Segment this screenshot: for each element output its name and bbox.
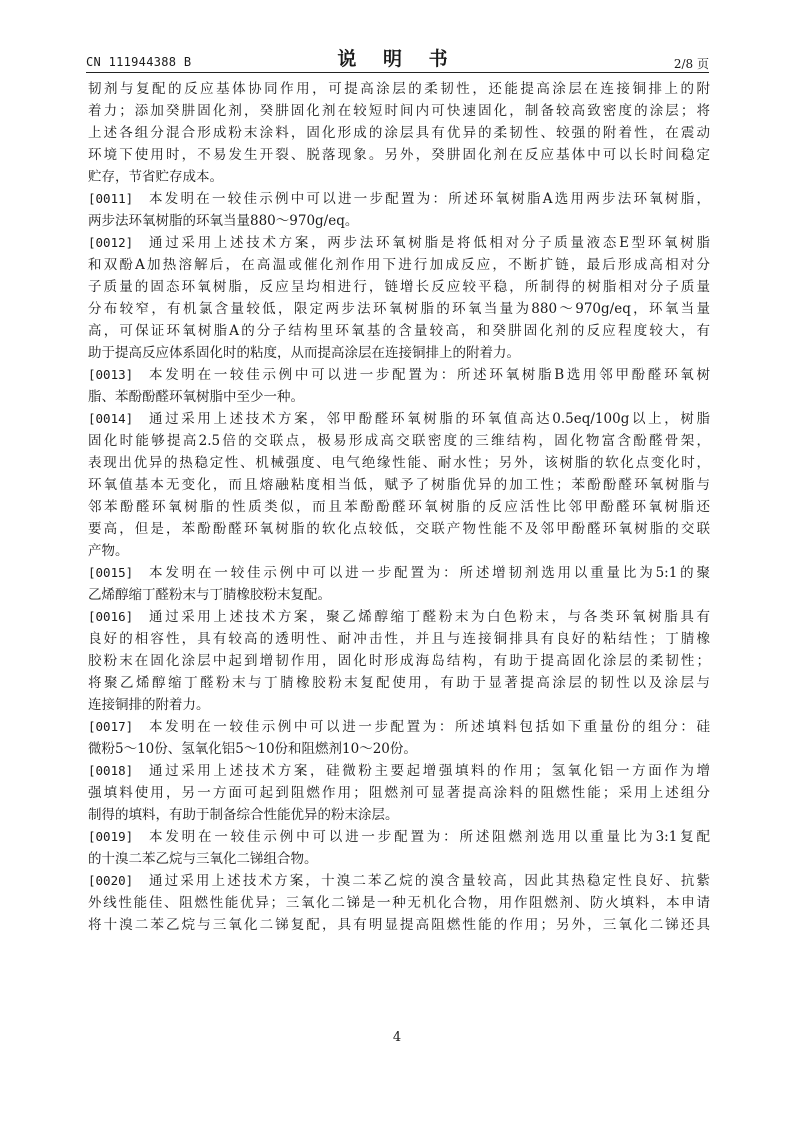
page-header	[86, 42, 709, 72]
text-line: 高，可保证环氧树脂A的分子结构里环氧基的含量较高，和癸肼固化剂的反应程度较大，有	[88, 323, 710, 339]
page-number: 4	[392, 1030, 402, 1045]
text-line: 邻苯酚醛环氧树脂的性质类似，而且苯酚酚醛环氧树脂的反应活性比邻甲酚醛环氧树脂还	[88, 499, 710, 515]
text-line: 子质量的固态环氧树脂，反应呈均相进行，链增长反应较平稳，所制得的树脂相对分子质量	[88, 279, 710, 295]
text-line: 环境下使用时，不易发生开裂、脱落现象。另外，癸肼固化剂在反应基体中可以长时间稳定	[88, 147, 710, 163]
paragraph-text: 通过采用上述技术方案，聚乙烯醇缩丁醛粉末为白色粉末，与各类环氧树脂具有	[149, 609, 710, 625]
paragraph-number: [0016]	[88, 609, 134, 624]
text-line: 将聚乙烯醇缩丁醛粉末与丁腈橡胶粉末复配使用，有助于显著提高涂层的韧性以及涂层与	[88, 675, 710, 691]
paragraph-number: [0018]	[88, 763, 134, 778]
paragraph-number: [0015]	[88, 565, 134, 580]
paragraph-number: [0013]	[88, 367, 134, 382]
text-line: 韧剂与复配的反应基体协同作用，可提高涂层的柔韧性，还能提高涂层在连接铜排上的附	[88, 81, 710, 97]
text-line: 产物。	[88, 543, 129, 559]
text-line: 环氧值基本无变化，而且熔融粘度相当低，赋予了树脂优异的加工性；苯酚酚醛环氧树脂与	[88, 477, 710, 493]
text-line: 外线性能佳、阻燃性能优异；三氧化二锑是一种无机化合物，用作阻燃剂、防火填料，本申请	[88, 895, 710, 911]
patent-number: CN 111944388 B	[86, 55, 192, 69]
text-line: 脂、苯酚酚醛环氧树脂中至少一种。	[88, 389, 304, 405]
text-line: 贮存，节省贮存成本。	[88, 169, 223, 185]
text-line: 着力；添加癸肼固化剂，癸肼固化剂在较短时间内可快速固化，制备较高致密度的涂层；将	[88, 103, 710, 119]
text-line: 将十溴二苯乙烷与三氧化二锑复配，具有明显提高阻燃性能的作用；另外，三氧化二锑还具	[88, 917, 710, 933]
text-line: 和双酚A加热溶解后，在高温或催化剂作用下进行加成反应，不断扩链，最后形成高相对分	[88, 257, 710, 273]
paragraph-text: 通过采用上述技术方案，邻甲酚醛环氧树脂的环氧值高达0.5eq/100g以上，树脂	[149, 411, 710, 427]
text-line: 连接铜排的附着力。	[88, 697, 210, 713]
text-line: 固化时能够提高2.5倍的交联点，极易形成高交联密度的三维结构，固化物富含酚醛骨架，	[88, 433, 710, 449]
text-line: 制得的填料，有助于制备综合性能优异的粉末涂层。	[88, 807, 399, 823]
paragraph-first-line	[88, 826, 710, 848]
paragraph-first-line	[88, 716, 710, 738]
paragraph-number: [0012]	[88, 235, 134, 250]
paragraph-number: [0011]	[88, 191, 134, 206]
paragraph-first-line	[88, 364, 710, 386]
document-title: 说 明 书	[337, 48, 458, 70]
text-line: 强填料使用，另一方面可起到阻燃作用；阻燃剂可显著提高涂料的阻燃性能；采用上述组分	[88, 785, 710, 801]
header-rule	[86, 72, 709, 73]
paragraph-number: [0017]	[88, 719, 134, 734]
paragraph-text: 本发明在一较佳示例中可以进一步配置为：所述环氧树脂A选用两步法环氧树脂，	[149, 191, 710, 207]
text-line: 的十溴二苯乙烷与三氧化二锑组合物。	[88, 851, 318, 867]
paragraph-first-line	[88, 188, 710, 210]
text-line: 表现出优异的热稳定性、机械强度、电气绝缘性能、耐水性；另外，该树脂的软化点变化时，	[88, 455, 710, 471]
paragraph-first-line	[88, 408, 710, 430]
text-line: 微粉5～10份、氢氧化铝5～10份和阻燃剂10～20份。	[88, 741, 417, 757]
paragraph-text: 本发明在一较佳示例中可以进一步配置为：所述增韧剂选用以重量比为5:1的聚	[149, 565, 710, 581]
text-line: 要高，但是，苯酚酚醛环氧树脂的软化点较低，交联产物性能不及邻甲酚醛环氧树脂的交联	[88, 521, 710, 537]
text-line: 乙烯醇缩丁醛粉末与丁腈橡胶粉末复配。	[88, 587, 331, 603]
paragraph-text: 通过采用上述技术方案，两步法环氧树脂是将低相对分子质量液态E型环氧树脂	[149, 235, 710, 251]
paragraph-first-line	[88, 870, 710, 892]
paragraph-number: [0020]	[88, 873, 134, 888]
paragraph-text: 本发明在一较佳示例中可以进一步配置为：所述阻燃剂选用以重量比为3:1复配	[149, 829, 710, 845]
paragraph-first-line	[88, 232, 710, 254]
paragraph-first-line	[88, 760, 710, 782]
text-line: 助于提高反应体系固化时的粘度，从而提高涂层在连接铜排上的附着力。	[88, 345, 520, 361]
paragraph-text: 通过采用上述技术方案，十溴二苯乙烷的溴含量较高，因此其热稳定性良好、抗紫	[149, 873, 710, 889]
paragraph-first-line	[88, 606, 710, 628]
paragraph-text: 本发明在一较佳示例中可以进一步配置为：所述填料包括如下重量份的组分：硅	[149, 719, 710, 735]
paragraph-number: [0019]	[88, 829, 134, 844]
text-line: 良好的相容性，具有较高的透明性、耐冲击性，并且与连接铜排具有良好的粘结性；丁腈橡	[88, 631, 710, 647]
document-body	[88, 78, 710, 936]
text-line: 两步法环氧树脂的环氧当量880～970g/eq。	[88, 213, 359, 229]
paragraph-first-line	[88, 562, 710, 584]
text-line: 分布较窄，有机氯含量较低，限定两步法环氧树脂的环氧当量为880～970g/eq，环氧当量	[88, 301, 710, 317]
paragraph-text: 本发明在一较佳示例中可以进一步配置为：所述环氧树脂B选用邻甲酚醛环氧树	[149, 367, 710, 383]
paragraph-number: [0014]	[88, 411, 134, 426]
page-count: 2/8 页	[673, 57, 709, 71]
text-line: 胶粉末在固化涂层中起到增韧作用，固化时形成海岛结构，有助于提高固化涂层的柔韧性；	[88, 653, 710, 669]
text-line: 上述各组分混合形成粉末涂料，固化形成的涂层具有优异的柔韧性、较强的附着性，在震动	[88, 125, 710, 141]
paragraph-text: 通过采用上述技术方案，硅微粉主要起增强填料的作用；氢氧化铝一方面作为增	[149, 763, 710, 779]
